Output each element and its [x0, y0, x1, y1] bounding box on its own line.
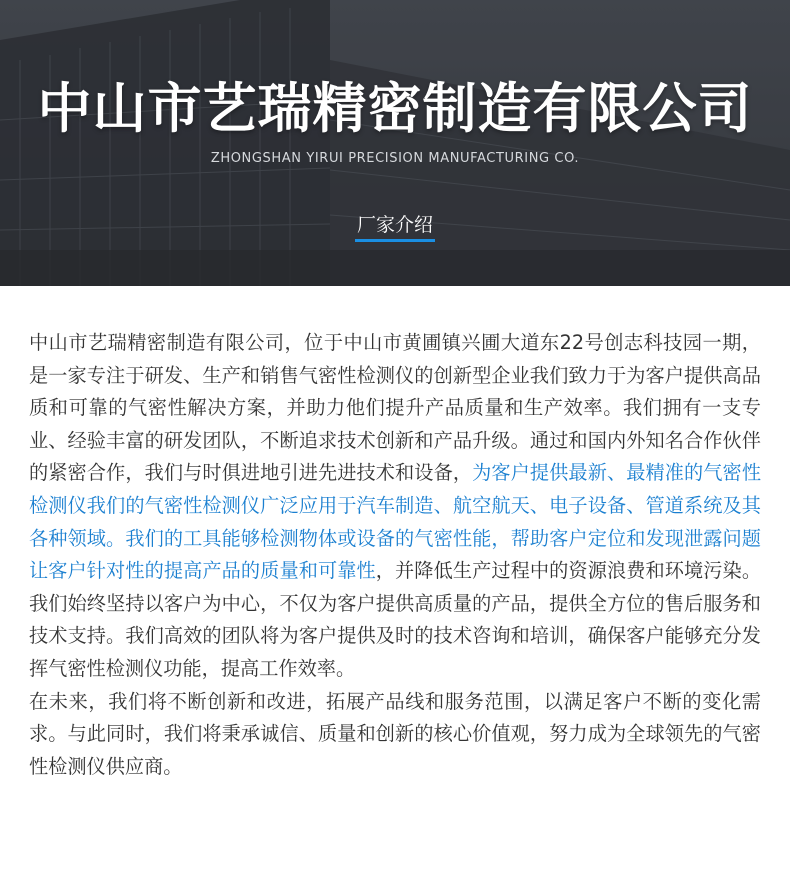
section-heading — [0, 211, 790, 242]
header-banner — [0, 0, 790, 286]
company-introduction — [29, 327, 761, 783]
company-title: 中山市艺瑞精密制造有限公司 — [37, 77, 753, 140]
intro-text-part-2: ，并降低生产过程中的资源浪费和环境污染。我们始终坚持以客户为中心，不仅为客户提供高质量的产品，提供全方位的售后服务和技术支持。我们高效的团队将为客户提供及时的技术咨询和培训，确保客户能够充分发挥气密性检测仪功能，提高工作效率。 — [29, 559, 762, 680]
section-title-label: 厂家介绍 — [355, 211, 435, 242]
company-subtitle: ZHONGSHAN YIRUI PRECISION MANUFACTURING CO. — [210, 151, 580, 166]
intro-highlight-text: 为客户提供最新、最精准的气密性检测仪我们的气密性检测仪广泛应用于汽车制造、航空航天、电子设备、管道系统及其各种领域。我们的工具能够检测物体或设备的气密性能，帮助客户定位和发现泄露问题让客户针对性的提高产品的质量和可靠性 — [29, 461, 762, 583]
intro-paragraph-1 — [29, 327, 761, 686]
intro-text-part-1: 中山市艺瑞精密制造有限公司，位于中山市黄圃镇兴圃大道东22号创志科技园一期，是一家专注于研发、生产和销售气密性检测仪的创新型企业我们致力于为客户提供高品质和可靠的气密性解决方案，并助力他们提升产品质量和生产效率。我们拥有一支专业、经验丰富的研发团队，不断追求技术创新和产品升级。通过和国内外知名合作伙伴的紧密合作，我们与时俱进地引进先进技术和设备， — [29, 331, 761, 485]
intro-paragraph-2: 在未来，我们将不断创新和改进，拓展产品线和服务范围，以满足客户不断的变化需求。与此同时，我们将秉承诚信、质量和创新的核心价值观，努力成为全球领先的气密性检测仪供应商。 — [29, 689, 761, 778]
